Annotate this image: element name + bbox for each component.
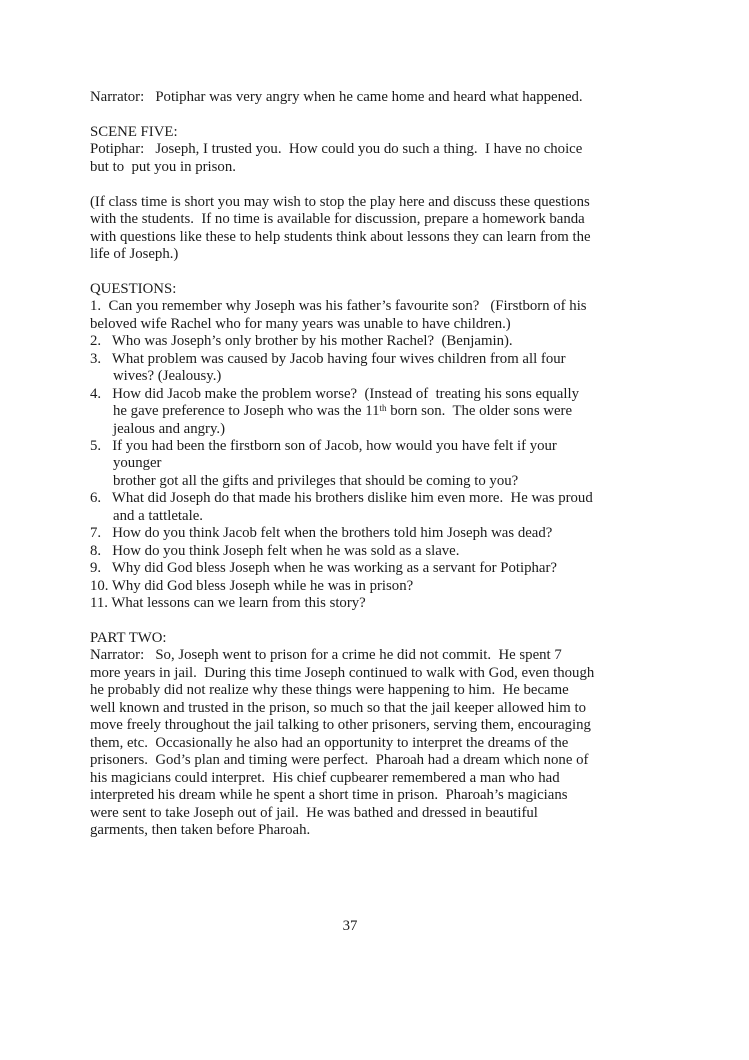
narrator-line: prisoners. God’s plan and timing were perfect. Pharoah had a dream which none of: [90, 752, 589, 769]
teacher-note-line: (If class time is short you may wish to stop the play here and discuss these questions: [90, 193, 590, 210]
narrator-line: Narrator: Potiphar was very angry when he came home and heard what happened.: [90, 89, 583, 105]
question-line: [90, 403, 690, 420]
question-line: 4. How did Jacob make the problem worse? (Instead of treating his sons equally: [90, 385, 579, 402]
narrator-line: he probably did not realize why these things were happening to him. He became: [90, 682, 569, 699]
teacher-note-line: with questions like these to help students think about lessons they can learn from the: [90, 228, 591, 245]
blank-line: [90, 176, 690, 193]
narrator-line: interpreted his dream while he spent a short time in prison. Pharoah’s magicians: [90, 787, 568, 804]
page-number: 37: [342, 918, 358, 934]
question-line: 9. Why did God bless Joseph when he was working as a servant for Potiphar?: [90, 560, 557, 577]
narrator-line: more years in jail. During this time Joseph continued to walk with God, even though: [90, 664, 595, 681]
narrator-line: well known and trusted in the prison, so much so that the jail keeper allowed him to: [90, 699, 587, 716]
question-line: 11. What lessons can we learn from this story?: [90, 595, 366, 612]
teacher-note-line: with the students. If no time is available for discussion, prepare a homework banda: [90, 211, 585, 228]
question-line: 2. Who was Joseph’s only brother by his mother Rachel? (Benjamin).: [90, 333, 513, 350]
question-line: 6. What did Joseph do that made his brothers dislike him even more. He was proud: [90, 490, 593, 507]
part-two-heading: PART TWO:: [90, 629, 167, 646]
question-line: brother got all the gifts and privileges that should be coming to you?: [113, 472, 519, 489]
text-segment: born son. The older sons were: [386, 403, 573, 420]
potiphar-dialogue-line: but to put you in prison.: [90, 158, 236, 175]
potiphar-dialogue-line: Potiphar: Joseph, I trusted you. How could you do such a thing. I have no choice: [90, 141, 583, 158]
question-line: 5. If you had been the firstborn son of Jacob, how would you have felt if your: [90, 438, 557, 455]
teacher-note-line: life of Joseph.): [90, 246, 179, 263]
question-line: 3. What problem was caused by Jacob having four wives children from all four: [90, 350, 566, 367]
question-line: and a tattletale.: [113, 507, 203, 524]
question-line: 7. How do you think Jacob felt when the brothers told him Joseph was dead?: [90, 525, 553, 542]
superscript-ordinal: th: [379, 403, 387, 414]
blank-line: [90, 106, 690, 123]
blank-line: [90, 613, 690, 630]
question-line: jealous and angry.): [113, 420, 226, 437]
text-segment: he gave preference to Joseph who was the 11: [113, 403, 380, 420]
question-line: 8. How do you think Joseph felt when he was sold as a slave.: [90, 542, 460, 559]
questions-heading: QUESTIONS:: [90, 280, 177, 297]
question-line: wives? (Jealousy.): [113, 368, 222, 385]
question-line: 10. Why did God bless Joseph while he was in prison?: [90, 577, 414, 594]
question-line: beloved wife Rachel who for many years was unable to have children.): [90, 315, 511, 332]
question-line: younger: [113, 455, 162, 472]
scene-five-heading: SCENE FIVE:: [90, 123, 178, 140]
narrator-line: them, etc. Occasionally he also had an opportunity to interpret the dreams of the: [90, 734, 569, 751]
document-page-body: [90, 89, 690, 839]
narrator-line: garments, then taken before Pharoah.: [90, 821, 311, 838]
narrator-line: Narrator: So, Joseph went to prison for a crime he did not commit. He spent 7: [90, 647, 562, 664]
blank-line: [90, 264, 690, 281]
narrator-line: move freely throughout the jail talking to other prisoners, serving them, encouraging: [90, 717, 591, 734]
narrator-line: his magicians could interpret. His chief cupbearer remembered a man who had: [90, 769, 560, 786]
question-line: 1. Can you remember why Joseph was his father’s favourite son? (Firstborn of his: [90, 298, 587, 315]
narrator-line: were sent to take Joseph out of jail. He was bathed and dressed in beautiful: [90, 804, 538, 821]
